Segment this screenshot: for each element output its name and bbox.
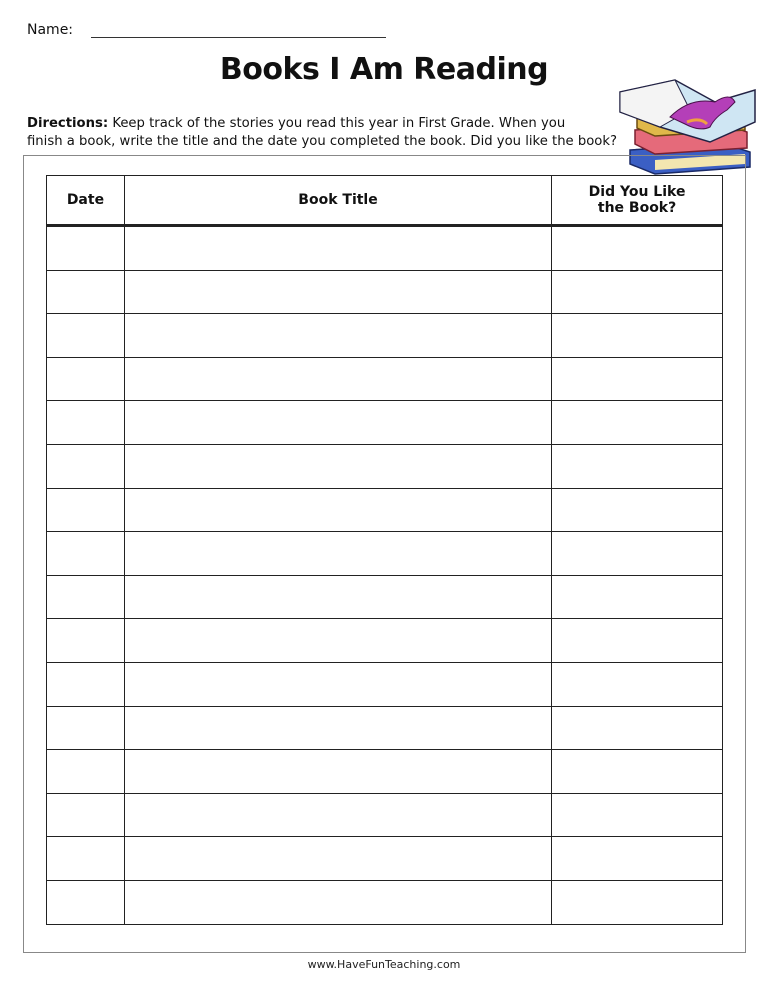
date-cell[interactable] [47,880,125,924]
page-title: Books I Am Reading [219,52,549,87]
directions-line1: Keep track of the stories you read this year in First Grade. When you [108,116,566,131]
date-cell[interactable] [47,750,125,794]
date-cell[interactable] [47,662,125,706]
book-title-cell[interactable] [124,314,551,358]
liked-cell[interactable] [552,706,723,750]
name-field [27,22,386,38]
book-title-cell[interactable] [124,837,551,881]
book-title-cell[interactable] [124,357,551,401]
footer-url: www.HaveFunTeaching.com [307,958,461,971]
date-cell[interactable] [47,357,125,401]
liked-cell[interactable] [552,575,723,619]
liked-cell[interactable] [552,880,723,924]
book-title-cell[interactable] [124,706,551,750]
book-title-cell[interactable] [124,619,551,663]
date-cell[interactable] [47,314,125,358]
table-row [47,226,723,271]
column-header-liked: Did You Like the Book? [552,176,723,226]
book-title-cell[interactable] [124,226,551,271]
table-header-row [47,176,723,226]
name-input-line[interactable] [91,23,386,38]
liked-cell[interactable] [552,270,723,314]
table-row [47,488,723,532]
liked-cell[interactable] [552,837,723,881]
date-cell[interactable] [47,575,125,619]
table-row [47,532,723,576]
name-label: Name: [27,22,74,38]
liked-cell[interactable] [552,357,723,401]
book-title-cell[interactable] [124,532,551,576]
reading-log-table [46,175,723,925]
date-cell[interactable] [47,619,125,663]
date-cell[interactable] [47,401,125,445]
liked-cell[interactable] [552,532,723,576]
table-row [47,662,723,706]
book-title-cell[interactable] [124,575,551,619]
liked-cell[interactable] [552,226,723,271]
table-row [47,880,723,924]
book-title-cell[interactable] [124,750,551,794]
book-title-cell[interactable] [124,880,551,924]
liked-cell[interactable] [552,401,723,445]
date-cell[interactable] [47,532,125,576]
book-title-cell[interactable] [124,270,551,314]
book-title-cell[interactable] [124,401,551,445]
directions-line2: finish a book, write the title and the date you completed the book. Did you like the book? [27,134,617,149]
column-header-book-title: Book Title [124,176,551,226]
date-cell[interactable] [47,837,125,881]
liked-cell[interactable] [552,750,723,794]
liked-cell[interactable] [552,619,723,663]
book-title-cell[interactable] [124,444,551,488]
book-title-cell[interactable] [124,793,551,837]
date-cell[interactable] [47,270,125,314]
column-header-date: Date [47,176,125,226]
liked-cell[interactable] [552,444,723,488]
directions [27,115,627,151]
date-cell[interactable] [47,488,125,532]
table-row [47,837,723,881]
date-cell[interactable] [47,706,125,750]
book-title-cell[interactable] [124,662,551,706]
date-cell[interactable] [47,444,125,488]
table-row [47,793,723,837]
date-cell[interactable] [47,793,125,837]
table-row [47,619,723,663]
liked-cell[interactable] [552,314,723,358]
directions-label: Directions: [27,116,109,131]
liked-cell[interactable] [552,662,723,706]
table-row [47,750,723,794]
table-row [47,444,723,488]
table-row [47,401,723,445]
table-row [47,270,723,314]
book-title-cell[interactable] [124,488,551,532]
date-cell[interactable] [47,226,125,271]
liked-cell[interactable] [552,488,723,532]
table-row [47,706,723,750]
table-row [47,314,723,358]
table-row [47,357,723,401]
liked-cell[interactable] [552,793,723,837]
table-row [47,575,723,619]
